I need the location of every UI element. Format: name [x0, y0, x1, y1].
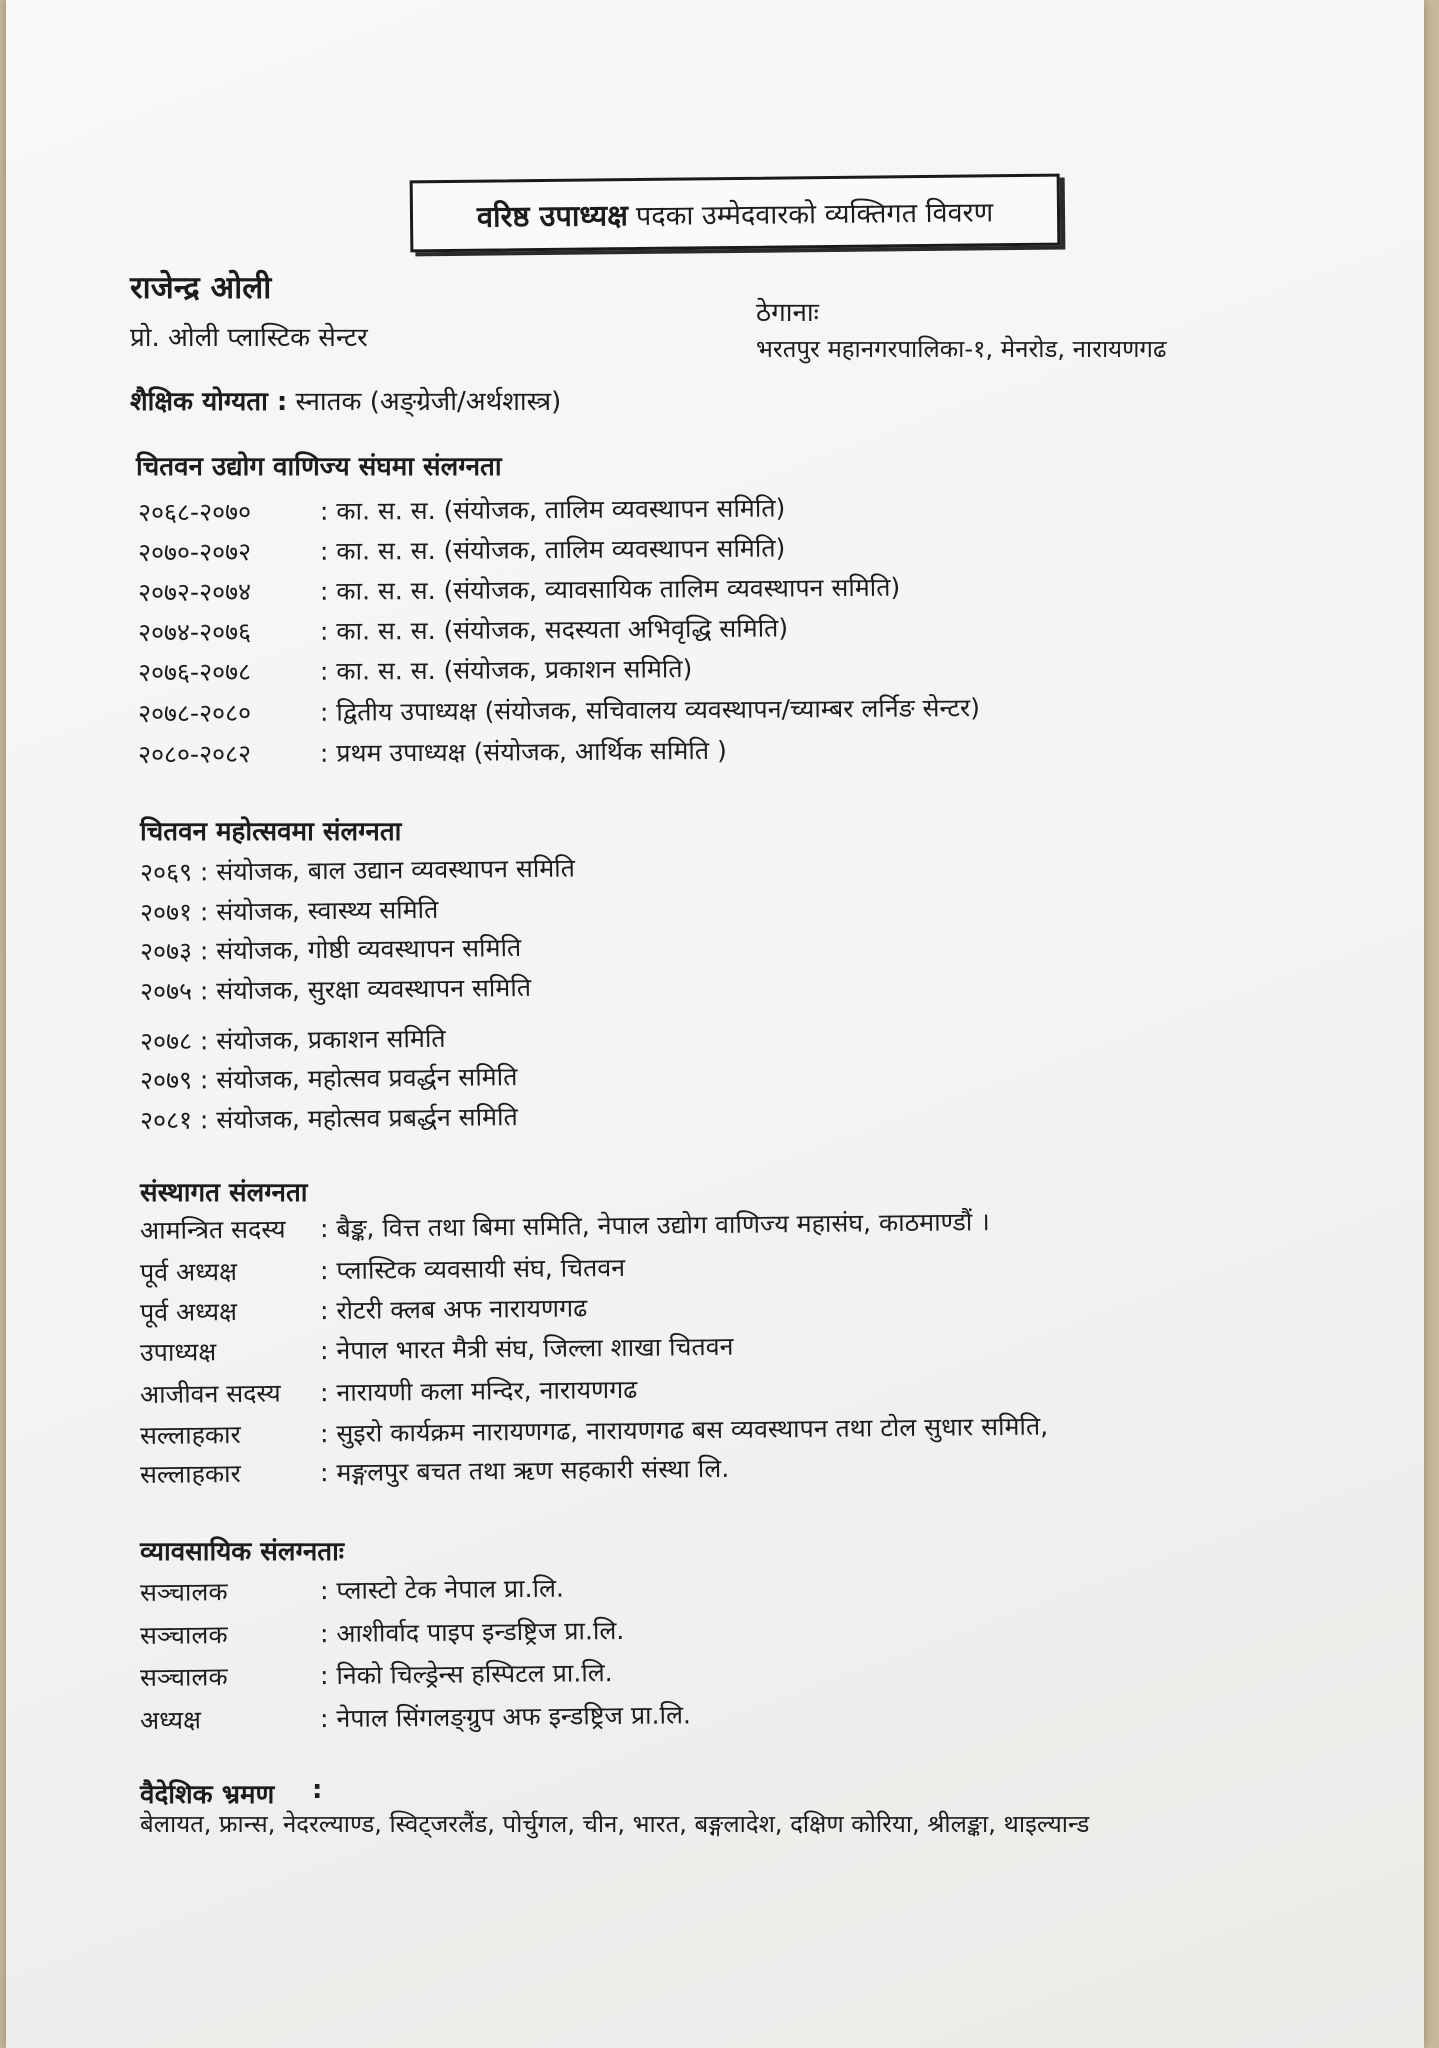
- chamber-row: [137, 735, 727, 771]
- chamber-row: [137, 654, 693, 689]
- chamber-row-value: : का. स. स. (संयोजक, प्रकाशन समिति): [319, 654, 693, 686]
- festival-row: [140, 1059, 518, 1097]
- chamber-row-value: : का. स. स. (संयोजक, सदस्यता अभिवृद्धि समिति): [319, 613, 789, 646]
- travel-heading: वैदेशिक भ्रमण: [140, 1780, 275, 1810]
- business-row: [139, 1658, 613, 1694]
- travel-countries: बेलायत, फ्रान्स, नेदरल्याण्ड, स्विट्जरलैंड, पोर्चुगल, चीन, भारत, बङ्गलादेश, दक्षिण कोरिया, श्रीलङ्का, थाइल्यान्ड: [140, 1810, 1090, 1838]
- institutional-row-key: आमन्त्रित सदस्य: [139, 1214, 286, 1245]
- education-value: स्नातक (अङ्ग्रेजी/अर्थशास्त्र): [295, 387, 562, 417]
- institutional-row-key: सल्लाहकार: [139, 1419, 241, 1450]
- education-label: शैक्षिक योग्यता :: [130, 387, 288, 417]
- business-row: [139, 1615, 625, 1652]
- institutional-row: [139, 1252, 626, 1289]
- chamber-row: [137, 613, 789, 649]
- business-row-key: सञ्चालक: [139, 1620, 228, 1650]
- institutional-row-key: पूर्व अध्यक्ष: [139, 1256, 238, 1287]
- festival-row-key: २०७९ : संयोजक, महोत्सव प्रवर्द्धन समिति: [139, 1062, 518, 1095]
- chamber-row-key: २०७२-२०७४: [137, 577, 252, 607]
- festival-heading: चितवन महोत्सवमा संलग्नता: [140, 817, 402, 847]
- chamber-row-value: : का. स. स. (संयोजक, व्यावसायिक तालिम व्यवस्थापन समिति): [319, 572, 901, 606]
- chamber-row: [137, 693, 980, 730]
- chamber-row: [137, 533, 786, 569]
- institutional-row-key: सल्लाहकार: [139, 1458, 241, 1489]
- festival-row: [140, 1099, 518, 1137]
- institutional-row: [139, 1411, 1049, 1452]
- business-row-value: : निको चिल्ड्रेन्स हस्पिटल प्रा.लि.: [319, 1658, 613, 1691]
- chamber-heading: चितवन उद्योग वाणिज्य संघमा संलग्नता: [136, 452, 502, 482]
- institutional-row: [139, 1207, 990, 1247]
- title-rest: पदका उम्मेदवारको व्यक्तिगत विवरण: [635, 196, 994, 232]
- business-row: [139, 1700, 692, 1737]
- document-title: [410, 174, 1061, 253]
- travel-colon: :: [312, 1775, 323, 1805]
- education: [130, 382, 561, 418]
- business-row-key: अध्यक्ष: [139, 1705, 202, 1735]
- festival-row: [140, 970, 531, 1008]
- business-heading: व्यावसायिक संलग्नताः: [140, 1537, 345, 1567]
- chamber-row-value: : का. स. स. (संयोजक, तालिम व्यवस्थापन समिति): [319, 493, 786, 526]
- address-value: भरतपुर महानगरपालिका-१, मेनरोड, नारायणगढ: [756, 335, 1167, 363]
- institutional-row-value: : नेपाल भारत मैत्री संघ, जिल्ला शाखा चितवन: [319, 1331, 734, 1366]
- institutional-row-value: : प्लास्टिक व्यवसायी संघ, चितवन: [319, 1252, 626, 1286]
- institutional-row-value: : बैङ्क, वित्त तथा बिमा समिति, नेपाल उद्योग वाणिज्य महासंघ, काठमाण्डौं ।: [319, 1207, 990, 1244]
- institutional-row-key: पूर्व अध्यक्ष: [139, 1296, 238, 1327]
- chamber-row: [137, 493, 786, 529]
- chamber-row-value: : द्वितीय उपाध्यक्ष (संयोजक, सचिवालय व्यवस्थापन/च्याम्बर लर्निङ सेन्टर): [319, 693, 980, 727]
- festival-row: [140, 850, 575, 889]
- institutional-row-value: : नारायणी कला मन्दिर, नारायणगढ: [319, 1374, 638, 1408]
- chamber-row-key: २०६८-२०७०: [137, 497, 252, 527]
- chamber-row-key: २०८०-२०८२: [137, 739, 252, 769]
- institutional-row: [139, 1374, 638, 1411]
- business-row-key: सञ्चालक: [139, 1577, 228, 1607]
- chamber-row-value: : का. स. स. (संयोजक, तालिम व्यवस्थापन समिति): [319, 533, 786, 566]
- institutional-row-value: : मङ्गलपुर बचत तथा ऋण सहकारी संस्था लि.: [319, 1453, 730, 1488]
- institutional-row-value: : सुइरो कार्यक्रम नारायणगढ, नारायणगढ बस व्यवस्थापन तथा टोल सुधार समिति,: [319, 1411, 1049, 1449]
- business-row-value: : प्लास्टो टेक नेपाल प्रा.लि.: [319, 1573, 565, 1606]
- chamber-row-key: २०७८-२०८०: [137, 698, 252, 728]
- candidate-business: प्रो. ओली प्लास्टिक सेन्टर: [130, 323, 368, 353]
- chamber-row-key: २०७६-२०७८: [137, 657, 252, 687]
- festival-row: [140, 892, 439, 929]
- institutional-heading: संस्थागत संलग्नता: [140, 1178, 308, 1208]
- institutional-row-key: आजीवन सदस्य: [139, 1378, 281, 1409]
- business-row-value: : आशीर्वाद पाइप इन्डष्ट्रिज प्रा.लि.: [319, 1615, 625, 1649]
- chamber-row-key: २०७४-२०७६: [137, 617, 252, 647]
- chamber-row-value: : प्रथम उपाध्यक्ष (संयोजक, आर्थिक समिति ): [319, 735, 727, 768]
- institutional-row: [139, 1293, 588, 1329]
- title-bold: वरिष्ठ उपाध्यक्ष: [476, 197, 629, 234]
- festival-row: [140, 930, 522, 968]
- institutional-row-value: : रोटरी क्लब अफ नारायणगढ: [319, 1293, 588, 1326]
- business-row: [139, 1573, 565, 1609]
- institutional-row: [139, 1331, 734, 1369]
- chamber-row-key: २०७०-२०७२: [137, 537, 252, 567]
- address-label: ठेगानाः: [756, 298, 819, 328]
- festival-row-key: २०७३ : संयोजक, गोष्ठी व्यवस्थापन समिति: [139, 933, 522, 966]
- festival-row: [140, 1021, 446, 1058]
- institutional-row: [139, 1453, 730, 1491]
- festival-row-key: २०६९ : संयोजक, बाल उद्यान व्यवस्थापन समिति: [139, 853, 576, 887]
- business-row-key: सञ्चालक: [139, 1662, 228, 1692]
- document-page: [6, 0, 1424, 2048]
- candidate-name: राजेन्द्र ओली: [130, 270, 272, 306]
- festival-row-key: २०७५ : संयोजक, सुरक्षा व्यवस्थापन समिति: [139, 972, 532, 1006]
- business-row-value: : नेपाल सिंगलङ्ग्रुप अफ इन्डष्ट्रिज प्रा.लि.: [319, 1700, 692, 1734]
- institutional-row-key: उपाध्यक्ष: [139, 1337, 217, 1367]
- festival-row-key: २०७१ : संयोजक, स्वास्थ्य समिति: [139, 894, 439, 927]
- festival-row-key: २०७८ : संयोजक, प्रकाशन समिति: [139, 1023, 446, 1056]
- festival-row-key: २०८१ : संयोजक, महोत्सव प्रबर्द्धन समिति: [139, 1102, 518, 1135]
- chamber-row: [137, 572, 901, 609]
